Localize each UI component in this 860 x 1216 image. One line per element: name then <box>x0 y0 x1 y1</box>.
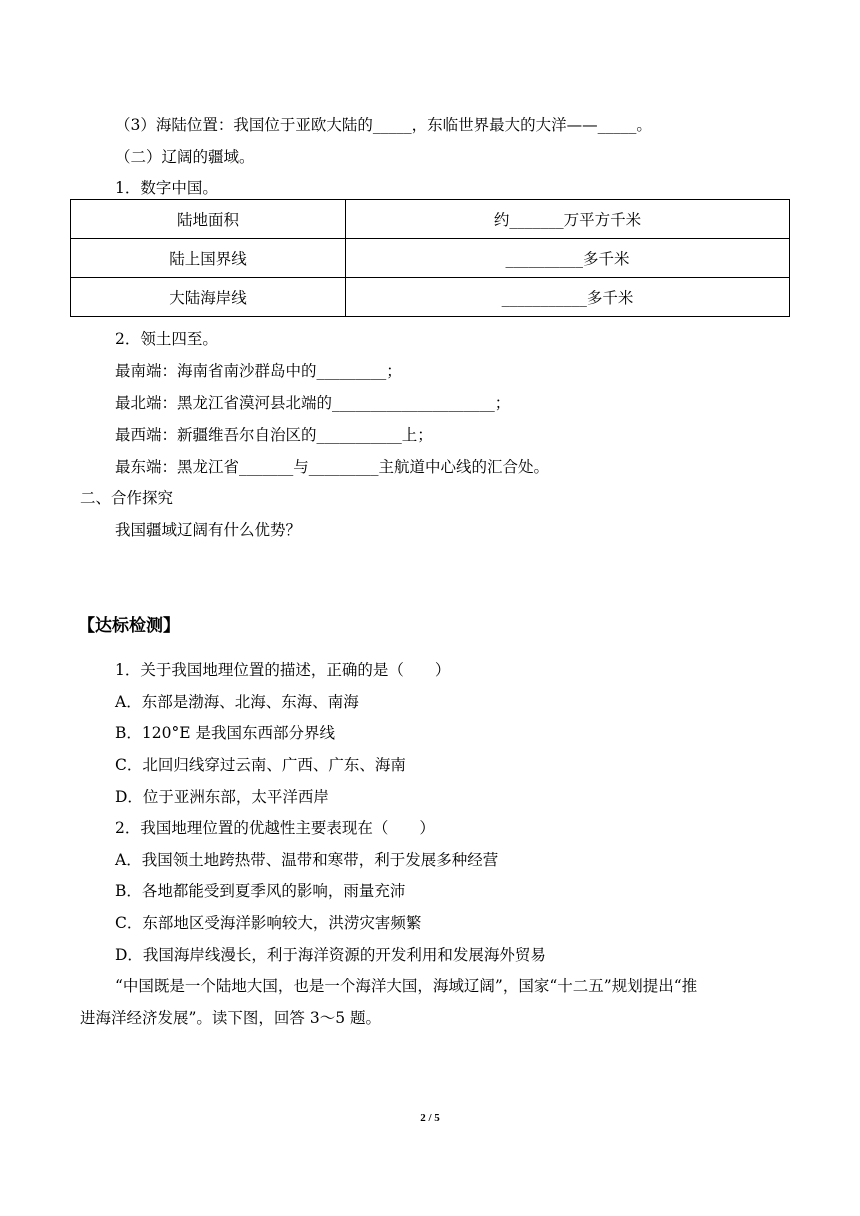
territory-extremes-title: 2．领土四至。 <box>115 330 218 348</box>
westernmost-line: 最西端：新疆维吾尔自治区的___________上； <box>115 426 433 444</box>
question-2-option-b: B．各地都能受到夏季风的影响，雨量充沛 <box>115 882 406 900</box>
table-cell-label: 大陆海岸线 <box>71 278 346 317</box>
table-row <box>71 239 790 278</box>
test-section-heading: 【达标检测】 <box>78 616 180 636</box>
table-row <box>71 200 790 239</box>
southernmost-line: 最南端：海南省南沙群岛中的_________； <box>115 362 402 380</box>
question-1-option-d: D．位于亚洲东部，太平洋西岸 <box>115 788 329 806</box>
table-cell-value: __________多千米 <box>346 239 790 278</box>
table-cell-value: 约_______万平方千米 <box>346 200 790 239</box>
page-number: 2 / 5 <box>420 1112 440 1124</box>
question-2-option-a: A．我国领土地跨热带、温带和寒带，利于发展多种经营 <box>115 851 499 869</box>
passage-line-1: “中国既是一个陆地大国，也是一个海洋大国，海域辽阔”，国家“十二五”规划提出“推 <box>115 977 698 995</box>
northernmost-line: 最北端：黑龙江省漠河县北端的_____________________； <box>115 394 511 412</box>
sea-land-position-line: （3）海陆位置：我国位于亚欧大陆的_____，东临世界最大的大洋——_____。 <box>115 116 652 134</box>
question-1-option-c: C．北回归线穿过云南、广西、广东、海南 <box>115 756 406 774</box>
cooperation-heading: 二、合作探究 <box>80 489 174 507</box>
table-cell-label: 陆地面积 <box>71 200 346 239</box>
question-2-option-c: C．东部地区受海洋影响较大，洪涝灾害频繁 <box>115 914 422 932</box>
table-cell-value: ___________多千米 <box>346 278 790 317</box>
digital-china-title: 1．数字中国。 <box>115 179 218 197</box>
question-1-option-b: B．120°E 是我国东西部分界线 <box>115 724 335 742</box>
territory-heading: （二）辽阔的疆域。 <box>115 148 255 166</box>
passage-line-2: 进海洋经济发展”。读下图，回答 3～5 题。 <box>80 1009 382 1027</box>
question-1-stem: 1．关于我国地理位置的描述，正确的是（ ） <box>115 661 451 679</box>
table-row <box>71 278 790 317</box>
cooperation-question: 我国疆域辽阔有什么优势？ <box>115 521 302 539</box>
question-1-option-a: A．东部是渤海、北海、东海、南海 <box>115 693 359 711</box>
digital-china-table <box>70 199 790 317</box>
table-cell-label: 陆上国界线 <box>71 239 346 278</box>
easternmost-line: 最东端：黑龙江省_______与_________主航道中心线的汇合处。 <box>115 458 550 476</box>
question-2-option-d: D．我国海岸线漫长，利于海洋资源的开发利用和发展海外贸易 <box>115 946 546 964</box>
question-2-stem: 2．我国地理位置的优越性主要表现在（ ） <box>115 819 435 837</box>
